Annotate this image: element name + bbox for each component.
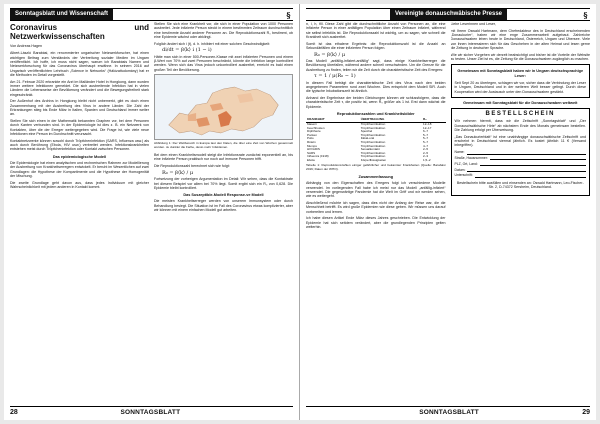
paragraph: Der Außenhof des Archivs in Hongkong bleibt nicht unbemerkt, gibt es doch einen Zusammenhang mit der Ausbreitung des Virus in andere Länder. Die Zahl der Erkrankungen stieg bis Ende März in Italien, Spanien und Deutschland immer weiter an. [10, 99, 149, 117]
field-line[interactable] [467, 168, 586, 172]
reproduction-table [306, 118, 446, 162]
table-cell: Masern [307, 121, 318, 126]
street-field[interactable] [455, 156, 587, 160]
table-cell: Tröpfcheninfektion [360, 125, 386, 130]
order-form [451, 108, 591, 196]
city-field[interactable] [455, 162, 587, 166]
name-field[interactable] [455, 150, 587, 154]
table-cell: Polio [307, 136, 314, 141]
paragraph: Am 21. Februar 2020 erkrankte ein Arzt im Mailänder Hotel in Hongkong, dann wurden immer weitere Infektionen gemeldet. Die sich ausbreitende Infektion hat in vielen Ländern die Lebensweise der Bevölkerung verändert und die Bewegungsfreiheit stark eingeschränkt. [10, 79, 149, 97]
paragraph: Stellen Sie sich einen in der Mathematik bekannten Graphen vor, bei dem Personen durch Kanten verbunden sind. In der Epidemiologie ist dies z. B. ein Netzwerk von Kontakten, über die der Erreger weitergegeben wird. Die Frage ist, wie viele neue Infektionen eine Person im Durchschnitt verursacht. [10, 119, 149, 137]
field-line[interactable] [490, 156, 586, 160]
paragraph: Anhand der Ergebnisse der beiden Gleichungen können wir schlussfolgern, dass die charakteristische Zeit τ, die positiv ist, wenn R₀ größer als 1 ist. Erst dann wächst die Epidemie. [306, 96, 446, 109]
page-left [4, 4, 300, 420]
table-cell: Röteln [307, 139, 316, 144]
paragraph: mit Ihrem Oswald Hartmann, dem Chefredakteur des in Deutschland erscheinenden „Donaukurier“, haben wir eine enge Zusammenarbeit aufgebaut. Zahlreiche Donauschwaben leben heute in Deutschland, Österreich, Ungarn und Übersee. Viele von ihnen interessieren sich für das Geschehen in der alten Heimat und lesen gerne die Zeitung in deutscher Sprache. [450, 28, 590, 50]
paragraph: „Das Donaukurierblatt“ ist eine unabhängige donauschwäbische Zeitschrift und erscheint in Deutschland viermal jährlich. Es kostet jährlich 11 € (Versand inbegriffen). [454, 134, 586, 148]
paragraph: Wir nehmen hiermit, dass wir die Zeitschrift „Sonntagsblatt“ und „Der Donauschwäbische Hirte“ ab nächstem Ende des Monats gemeinsam bestellen. Die Zahlung erfolgt per Überweisung. [454, 119, 586, 133]
figure-caption: Abbildung 1: Der Weltbereich in Europa laut den Daten, die über eine Zeit von Wochen gesammelt wurden. Je dunkler die Farbe, desto mehr Infektionen. [154, 141, 293, 150]
table-cell: Tröpfcheninfektion [360, 132, 386, 137]
paragraph: Bei dem einen Krankheitsmodell steigt die Infektionsrate zunächst exponentiell an, bis eine infizierte Person praktisch nur noch auf immune Personen trifft. [154, 153, 293, 162]
date-field[interactable] [455, 168, 587, 172]
table-cell: Tröpfcheninfektion [360, 143, 386, 148]
article-column-2 [154, 22, 293, 404]
field-line[interactable] [467, 151, 587, 155]
paragraph: Abschließend möchte ich sagen, dass dies nicht der Anfang der Reise war, die die Menschheit betrifft. Es wird große Epidemien wie diese geben. Wir müssen uns darauf vorbereiten und lernen. [306, 201, 446, 214]
paragraph: Somit ist das ethalene Ergebnis: die Reproduktionszahl ist die Anzahl an Sekundärfällen die einer infizierten Person folgen. [306, 41, 446, 50]
page-header [306, 8, 590, 21]
paragraph: Folglich ändert sich i (t), d. h. inhibiert mit einer solchen Geschwindigkeit: [154, 41, 271, 46]
table-cell: Keuchhusten [307, 125, 325, 130]
subheading: Zusammenfassung [358, 175, 394, 180]
article-columns [10, 22, 293, 404]
table-cell: Ebola [307, 157, 315, 162]
paragraph: Stellen Sie sich eine Krankheit vor, die sich in einer Population von 1000 Personen ausbreitet. Jede infizierte Person steckt in einem bestimmten Zeitraum durchschnittlich eine bestimmte Anzahl anderer Personen an. Die Reproduktionszahl R₀ bestimmt, ob eine Epidemie wächst oder abklingt. [154, 22, 293, 39]
publication-name: SONNTAGSBLATT [120, 408, 181, 416]
table-cell: 2–3 [423, 154, 429, 159]
field-line[interactable] [475, 174, 586, 178]
table-cell: SARS [307, 150, 316, 155]
paragraph: Seit Sept 20 zu überlegen, schlagen wir vor, sicher dass die Verbindung der Leser in Ungarn, Deutschland und in der weiteren Welt besser gelingt. Durch diese Kooperation wird der Austausch unter den Donauschwaben gestärkt. [454, 80, 586, 94]
field-label: Name: [454, 150, 465, 155]
formula: R₀ = β⟨k⟩ / μ [162, 169, 194, 176]
table-cell: 2–5 [423, 147, 429, 152]
paragraph: In diesem Fall beträgt die charakteristische Zeit des Virus nach den beiden angegebenen Parametern rund zwei Wochen. Dies entspricht dem Modell SIR. Auch die typische Inkubationszeit ist ähnlich. [306, 80, 446, 94]
article-column-1 [10, 22, 149, 404]
paragraph: Ich habe diesen Artikel Ende März dieses Jahres geschrieben. Die Entwicklung der Epidemie hat sich seitdem verändert, aber die grundlegenden Prinzipien gelten weiterhin. [306, 216, 446, 230]
column-header: R₀ [422, 118, 445, 122]
formula: τ = 1 / μ(R₀ − 1) [314, 73, 356, 80]
field-label: Straße, Hausnummer: [454, 156, 488, 161]
table-cell: 5–7 [423, 139, 429, 144]
field-label: Datum: [454, 167, 466, 172]
formula: R₀ = β⟨k⟩ / μ [314, 51, 346, 58]
paragraph: Kontaktnetzwerke können sowohl durch Tröpfcheninfektion (SARS, Influenza usw.) als auch durch Berührung (Ebola, HIV usw.) verbreitet werden. Infektionskrankheiten entstehen meist durch Tröpfcheninfektion oder Kontakt zwischen Personen. [10, 138, 149, 152]
column-header: ÜBERTRAGUNG [360, 118, 422, 122]
europe-map-figure [154, 74, 293, 140]
article-author: Von Andreas Hagen [10, 44, 42, 49]
table-cell: 4–7 [423, 143, 429, 148]
paragraph: Die Epidemiologie hat einen analytischen und rechnerischen Rahmen zur Modellierung der Ausbreitung von Krankheitserregern entwickelt. Er beruht im Wesentlichen auf zwei Grundlagen: die Hypothese der Kompartimente und die Hypothese der Homogenität der Mischung. [10, 161, 149, 178]
greeting: Liebe Leserinnen und Leser, [450, 22, 496, 26]
table-cell: Tröpfcheninfektion [360, 154, 386, 159]
paragraph: Die zweite Grundlage geht davon aus, dass jedes Individuum mit gleicher Wahrscheinlichkeit mit jedem anderen in Kontakt kommt. [10, 180, 149, 189]
formula: di/dt = β⟨k⟩ i (1 − i) [162, 47, 212, 54]
notice-column [451, 22, 591, 404]
subheading: Das epidemiologische Modell [52, 154, 107, 159]
order-form-title: BESTELLSCHEIN [485, 111, 555, 118]
table-cell: 12–17 [423, 125, 432, 130]
signature-field[interactable] [455, 173, 587, 177]
column-header: KRANKHEIT [306, 118, 360, 122]
article-title: Coronavirus und Netzwerkwissenschaften [10, 23, 149, 41]
page-footer [10, 406, 293, 417]
page-footer [306, 406, 590, 417]
paragraph-logo-icon: § [286, 9, 291, 20]
paragraph: Die Reproduktionszahl berechnet sich wie folgt: [154, 164, 230, 169]
paragraph: Hätte man sich in einer 500-Personen-Klasse mit zwei infizierten Personen und einem β-Wert von 70% auf zwei Personen beschränkt, könnte die Infektion lange kontrolliert werden. Wenn sich das Virus jedoch unkontrolliert ausbreitet, erreicht es bald einen großen Teil der Bevölkerung. [154, 54, 293, 72]
paragraph: Fortsetzung der vorherigen Argumentation im Detail: Wir sehen, dass die Kontaktrate bei diesem Beispiel vor allem bei 70% liegt. Somit ergibt sich ein R₀ von 0,628. Die Epidemie bleibt kontrolliert. [154, 177, 293, 190]
article-column-3 [306, 22, 446, 404]
table-cell: Speichel [360, 129, 373, 134]
subheading: Das Suszeptible-Modell Response-ve Modell [183, 193, 264, 198]
page-right [300, 4, 596, 420]
page-number: 29 [582, 408, 590, 416]
publication-name: SONNTAGSBLATT [419, 408, 479, 416]
section-title: Vereinigte donauschwäbische Presse [390, 9, 507, 20]
table-cell: Pocken [307, 132, 318, 137]
field-label: Unterschrift: [454, 173, 473, 178]
table-cell: 2–5 [423, 150, 429, 155]
magazine-spread [4, 4, 596, 420]
table-cell: Diphtherie [307, 129, 321, 134]
article-columns [306, 22, 590, 404]
table-title: Reproduktionszahlen und Krankheitsbilder [336, 112, 415, 117]
page-number: 28 [10, 408, 18, 416]
table-cell: 5–7 [423, 132, 429, 137]
table-cell: 5–7 [423, 136, 429, 141]
paragraph: Das Modell „anfällig-infiziert-anfällig“ sagt, dass einige Krankheitserreger die Bevölkerung überfallen, während andere schnell verschwinden. Um die Grenze für die Ausbreitung zu finden, teilen wir die Zeit durch die charakteristische Zeit des Erregers: [306, 59, 446, 72]
order-footer-note: Bestellschein bitte ausfüllen und einsenden an: Oswald Hartmann, Leo-Fischer-Str. 2, D-74372 Sersheim, Deutschland. [456, 180, 584, 190]
section-title: Sonntagsblatt und Wissenschaft [10, 9, 113, 20]
europe-map [155, 75, 292, 139]
paragraph: Wie wir sicher Vorgehen wir derzeit beabsichtigt und bisher ist die Vorteile der Website zu testen. Unser Ziel ist es, die Zeitung für die Donauschwaben zugänglich zu machen. [450, 52, 590, 62]
box-title: Gemeinsam mit Sonntagsblatt haben wir in Ungarn deutschsprachige Leser: [457, 69, 584, 78]
highlight-box [451, 64, 591, 97]
table-cell: Mumps [307, 143, 317, 148]
order-box-title: Gemeinsam mit Sonntagsblatt für die Donauschwaben weltweit [463, 100, 578, 105]
table-cell: Körperflüssigkeiten [360, 157, 387, 162]
table-cell: Tröpfcheninfektion [360, 150, 386, 155]
field-line[interactable] [480, 162, 586, 166]
page-header [10, 8, 293, 21]
table-cell: 6–7 [423, 129, 429, 134]
table-cell: 12–18 [423, 121, 432, 126]
table-caption: Tabelle 1: Reproduktionszahlen einiger gefährlicher und bekannter Krankheiten (Quelle: Barabási 2016; Daten der WHO). [306, 163, 446, 172]
table-cell: Tröpfcheninfektion [360, 139, 386, 144]
paragraph: Die meisten Krankheitserreger werden von unserem Immunsystem oder durch Behandlung besiegt. Die Situation ist im Fall des Coronavirus etwas komplizierter, aber wir können mit einem einfachen Modell gut arbeiten. [154, 199, 293, 213]
paragraph: n, i, h, fill. Diese Zahl gibt die durchschnittliche Anzahl von Personen an, die eine infizierte Person in einer anfälligen Population über einen Zeitraum infiziert, während sie selbst infektiös ist. Die Reproduktionszahl ist wichtig, um zu sagen, wie schnell die Krankheit sich ausbreitet. [306, 22, 446, 39]
table-cell: Fäkal-oral [360, 136, 375, 141]
table-cell: Tröpfcheninfektion [360, 121, 386, 126]
paragraph: Abhängig von den Eigenschaften des Erregers folgt ich verschiedene Modelle verwendet. Im vorliegenden Fall habe ich meist nur das Modell „anfällig-infiziert“ verwendet. Die gegenwärtige Pandemie hat die Welt im Griff und wir werden sehen, wie es weitergeht. [306, 181, 446, 199]
table-cell: HIV/AIDS [307, 147, 320, 152]
table-cell: 1,5–2 [423, 157, 431, 162]
table-cell: Sexualkontakt [360, 147, 380, 152]
paragraph-logo-icon: § [583, 9, 588, 20]
table-cell: Influenza (1918) [307, 154, 329, 159]
field-label: PLZ, Ort, Land: [454, 161, 478, 166]
table-row [306, 159, 446, 163]
paragraph: Albert-László Barabási, ein renommierter ungarischer Netzwerkforscher, hat einen wichtigen Beitrag zum Verständnis der Verbreitung sozialer Medien im Ungarn veröffentlicht. Ich hoffe, ich muss nicht sagen, warum ich Barabásis Namen und Netzwerkforschung für das Coronavirus überhaupt erwähne. In seinem 2016 auf Ungarisch veröffentlichten Lehrbuch „Science in Networks“ (Hálózattudomány) hat er die Methoden im Detail vorgestellt. [10, 51, 149, 77]
